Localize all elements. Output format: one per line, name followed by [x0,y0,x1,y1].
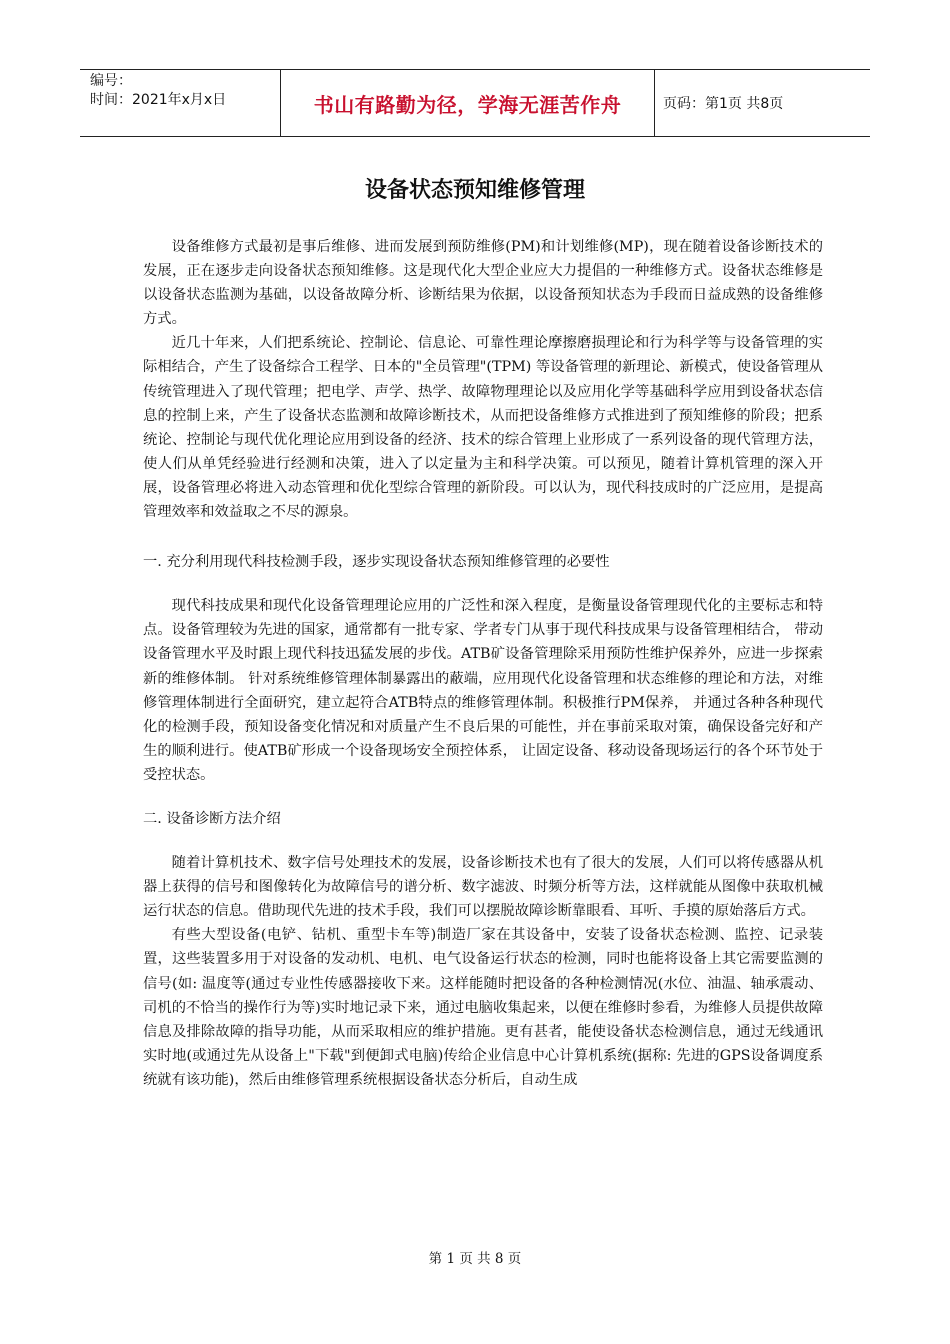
motto: 书山有路勤为径，学海无涯苦作舟 [313,92,622,117]
document-body [143,235,823,1092]
section-2-paragraph-1: 随着计算机技术、数字信号处理技术的发展，设备诊断技术也有了很大的发展，人们可以将传感器从机器上获得的信号和图像转化为故障信号的谱分析、数字滤波、时频分析等方法，这样就能从图像中获取机械运行状态的信息。借助现代先进的技术手段，我们可以摆脱故障诊断靠眼看、耳听、手摸的原始落后方式。 [143,855,823,920]
document-title: 设备状态预知维修管理 [364,178,585,203]
intro-paragraph-1: 设备维修方式最初是事后维修、进而发展到预防维修(PM)和计划维修(MP)，现在随着设备诊断技术的发展，正在逐步走向设备状态预知维修。这是现代化大型企业应大力提倡的一种维修方式。设备状态维修是以设备状态监测为基础，以设备故障分析、诊断结果为依据，以设备预知状态为手段而日益成熟的设备维修方式。 [143,239,823,328]
section-1-heading: 一. 充分利用现代科技检测手段，逐步实现设备状态预知维修管理的必要性 [143,554,610,571]
header-meta [80,70,281,136]
header-motto-cell [281,70,655,136]
page-header [80,69,870,137]
time-label: 时间：2021年x月x日 [90,92,227,108]
number-label: 编号： [90,73,132,89]
header-page-info-cell [655,70,870,136]
section-2-paragraph-2: 有些大型设备(电铲、钻机、重型卡车等)制造厂家在其设备中，安装了设备状态检测、监控、记录装置，这些装置多用于对设备的发动机、电机、电气设备运行状态的检测，同时也能将设备上其它需要监测的信号(如: 温度等(通过专业性传感器接收下来。这样能随时把设备的各种检测情况(水位、油温、轴承震动、司机的不恰当的操作行为等)实时地记录下来，通过电脑收集起来，以便在维修时参看，为维修人员提供故障信息及排除故障的指导功能，从而采取相应的维护措施。更有甚者，能使设备状态检测信息，通过无线通讯实时地(或通过先从设备上"下载"到便卸式电脑)传给企业信息中心计算机系统(据称: 先进的GPS设备调度系统就有该功能)，然后由维修管理系统根据设备状态分析后，自动生成 [143,927,823,1088]
section-1-paragraph: 现代科技成果和现代化设备管理理论应用的广泛性和深入程度，是衡量设备管理现代化的主要标志和特点。设备管理较为先进的国家，通常都有一批专家、学者专门从事于现代科技成果与设备管理相结合， 带动设备管理水平及时跟上现代科技迅猛发展的步伐。ATB矿设备管理除采用预防性维护保养外，应进一步探索新的维修体制。 针对系统维修管理体制暴露出的蔽端，应用现代化设备管理和状态维修的理论和方法，对维修管理体制进行全面研究，建立起符合ATB特点的维修管理体制。积极推行PM保养， 并通过各种各种现代化的检测手段，预知设备变化情况和对质量产生不良后果的可能性，并在事前采取对策，确保设备完好和产生的顺利进行。使ATB矿形成一个设备现场安全预控体系， 让固定设备、移动设备现场运行的各个环节处于受控状态。 [143,598,823,783]
page-info: 页码：第1页 共8页 [663,96,784,112]
section-2-heading: 二. 设备诊断方法介绍 [143,810,281,827]
page-footer: 第 1 页 共 8 页 [428,1251,522,1267]
intro-paragraph-2: 近几十年来，人们把系统论、控制论、信息论、可靠性理论摩擦磨损理论和行为科学等与设备管理的实际相结合，产生了设备综合工程学、日本的"全员管理"(TPM) 等设备管理的新理论、新模式，使设备管理从传统管理进入了现代管理；把电学、声学、热学、故障物理理论以及应用化学等基础科学应用到设备状态信息的控制上来，产生了设备状态监测和故障诊断技术，从而把设备维修方式推进到了预知维修的阶段；把系统论、控制论与现代优化理论应用到设备的经济、技术的综合管理上业形成了一系列设备的现代管理方法，使人们从单凭经验进行经测和决策，进入了以定量为主和科学决策。可以预见，随着计算机管理的深入开展，设备管理必将进入动态管理和优化型综合管理的新阶段。可以认为，现代科技成时的广泛应用，是提高管理效率和效益取之不尽的源泉。 [143,335,823,521]
